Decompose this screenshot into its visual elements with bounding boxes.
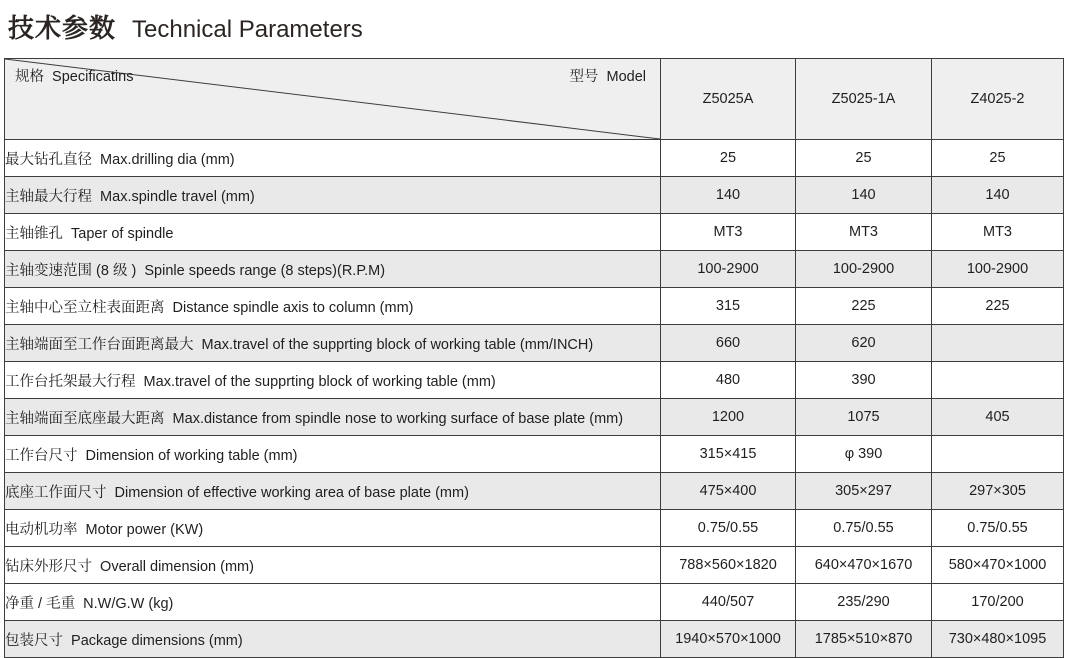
cell-value: 25 bbox=[796, 140, 932, 177]
cell-value: 1200 bbox=[661, 399, 796, 436]
table-row-distance-spindle-axis-to-column bbox=[5, 288, 1064, 325]
table-row-max-travel-working-table bbox=[5, 362, 1064, 399]
row-label: 工作台尺寸 Dimension of working table (mm) bbox=[5, 436, 661, 473]
row-label: 净重 / 毛重 N.W/G.W (kg) bbox=[5, 584, 661, 621]
cell-value: MT3 bbox=[796, 214, 932, 251]
cell-value: 0.75/0.55 bbox=[796, 510, 932, 547]
table-row-net-gross-weight bbox=[5, 584, 1064, 621]
table-row-max-travel-working-table-inch bbox=[5, 325, 1064, 362]
cell-value: 390 bbox=[796, 362, 932, 399]
cell-value: 640×470×1670 bbox=[796, 547, 932, 584]
cell-value: 0.75/0.55 bbox=[661, 510, 796, 547]
cell-value: 788×560×1820 bbox=[661, 547, 796, 584]
cell-value: 100-2900 bbox=[796, 251, 932, 288]
header-specifications-label: 规格 Specificatins bbox=[15, 69, 134, 85]
table-row-motor-power bbox=[5, 510, 1064, 547]
cell-value: 1785×510×870 bbox=[796, 621, 932, 658]
cell-value: 25 bbox=[932, 140, 1064, 177]
cell-value: 1075 bbox=[796, 399, 932, 436]
cell-value: 315 bbox=[661, 288, 796, 325]
header-model-label: 型号 Model bbox=[569, 69, 646, 85]
cell-value bbox=[932, 325, 1064, 362]
row-label: 电动机功率 Motor power (KW) bbox=[5, 510, 661, 547]
cell-value: 440/507 bbox=[661, 584, 796, 621]
row-label: 包装尺寸 Package dimensions (mm) bbox=[5, 621, 661, 658]
page-title-en: Technical Parameters bbox=[132, 16, 363, 43]
table-row-max-drilling-dia bbox=[5, 140, 1064, 177]
cell-value: 305×297 bbox=[796, 473, 932, 510]
cell-value: 315×415 bbox=[661, 436, 796, 473]
cell-value: 620 bbox=[796, 325, 932, 362]
header-spec-model-cell bbox=[5, 59, 661, 140]
header-model-z5025a: Z5025A bbox=[661, 59, 796, 140]
row-label: 最大钻孔直径 Max.drilling dia (mm) bbox=[5, 140, 661, 177]
cell-value: 0.75/0.55 bbox=[932, 510, 1064, 547]
row-label: 钻床外形尺寸 Overall dimension (mm) bbox=[5, 547, 661, 584]
table-row-dimension-working-table bbox=[5, 436, 1064, 473]
cell-value: 730×480×1095 bbox=[932, 621, 1064, 658]
cell-value: MT3 bbox=[932, 214, 1064, 251]
cell-value bbox=[932, 436, 1064, 473]
cell-value: 297×305 bbox=[932, 473, 1064, 510]
row-label: 主轴端面至底座最大距离 Max.distance from spindle nose to working surface of base plate (mm) bbox=[5, 399, 661, 436]
cell-value: 1940×570×1000 bbox=[661, 621, 796, 658]
cell-value: 480 bbox=[661, 362, 796, 399]
table-row-spindle-travel bbox=[5, 177, 1064, 214]
cell-value: 580×470×1000 bbox=[932, 547, 1064, 584]
cell-value: φ 390 bbox=[796, 436, 932, 473]
header-model-z5025-1a: Z5025-1A bbox=[796, 59, 932, 140]
row-label: 底座工作面尺寸 Dimension of effective working area of base plate (mm) bbox=[5, 473, 661, 510]
cell-value: 170/200 bbox=[932, 584, 1064, 621]
technical-parameters-table bbox=[4, 58, 1064, 658]
cell-value: 25 bbox=[661, 140, 796, 177]
cell-value: 140 bbox=[661, 177, 796, 214]
table-row-taper-of-spindle bbox=[5, 214, 1064, 251]
header-model-z4025-2: Z4025-2 bbox=[932, 59, 1064, 140]
row-label: 主轴最大行程 Max.spindle travel (mm) bbox=[5, 177, 661, 214]
cell-value: 235/290 bbox=[796, 584, 932, 621]
cell-value: 100-2900 bbox=[932, 251, 1064, 288]
row-label: 主轴端面至工作台面距离最大 Max.travel of the supprting block of working table (mm/INCH) bbox=[5, 325, 661, 362]
row-label: 主轴变速范围 (8 级 ) Spinle speeds range (8 steps)(R.P.M) bbox=[5, 251, 661, 288]
page-title bbox=[0, 0, 1067, 45]
cell-value: 140 bbox=[932, 177, 1064, 214]
page-title-cjk: 技术参数 bbox=[8, 13, 117, 43]
cell-value: 405 bbox=[932, 399, 1064, 436]
table-row-max-distance-spindle-nose-to-base bbox=[5, 399, 1064, 436]
cell-value: 100-2900 bbox=[661, 251, 796, 288]
row-label: 主轴中心至立柱表面距离 Distance spindle axis to column (mm) bbox=[5, 288, 661, 325]
cell-value: MT3 bbox=[661, 214, 796, 251]
table-row-spindle-speeds-range bbox=[5, 251, 1064, 288]
table-row-overall-dimension bbox=[5, 547, 1064, 584]
cell-value: 660 bbox=[661, 325, 796, 362]
table-row-dimension-base-plate-area bbox=[5, 473, 1064, 510]
cell-value: 140 bbox=[796, 177, 932, 214]
table-row-package-dimensions bbox=[5, 621, 1064, 658]
cell-value: 225 bbox=[796, 288, 932, 325]
cell-value: 475×400 bbox=[661, 473, 796, 510]
row-label: 主轴锥孔 Taper of spindle bbox=[5, 214, 661, 251]
cell-value bbox=[932, 362, 1064, 399]
row-label: 工作台托架最大行程 Max.travel of the supprting block of working table (mm) bbox=[5, 362, 661, 399]
table-header-row bbox=[5, 59, 1064, 140]
cell-value: 225 bbox=[932, 288, 1064, 325]
